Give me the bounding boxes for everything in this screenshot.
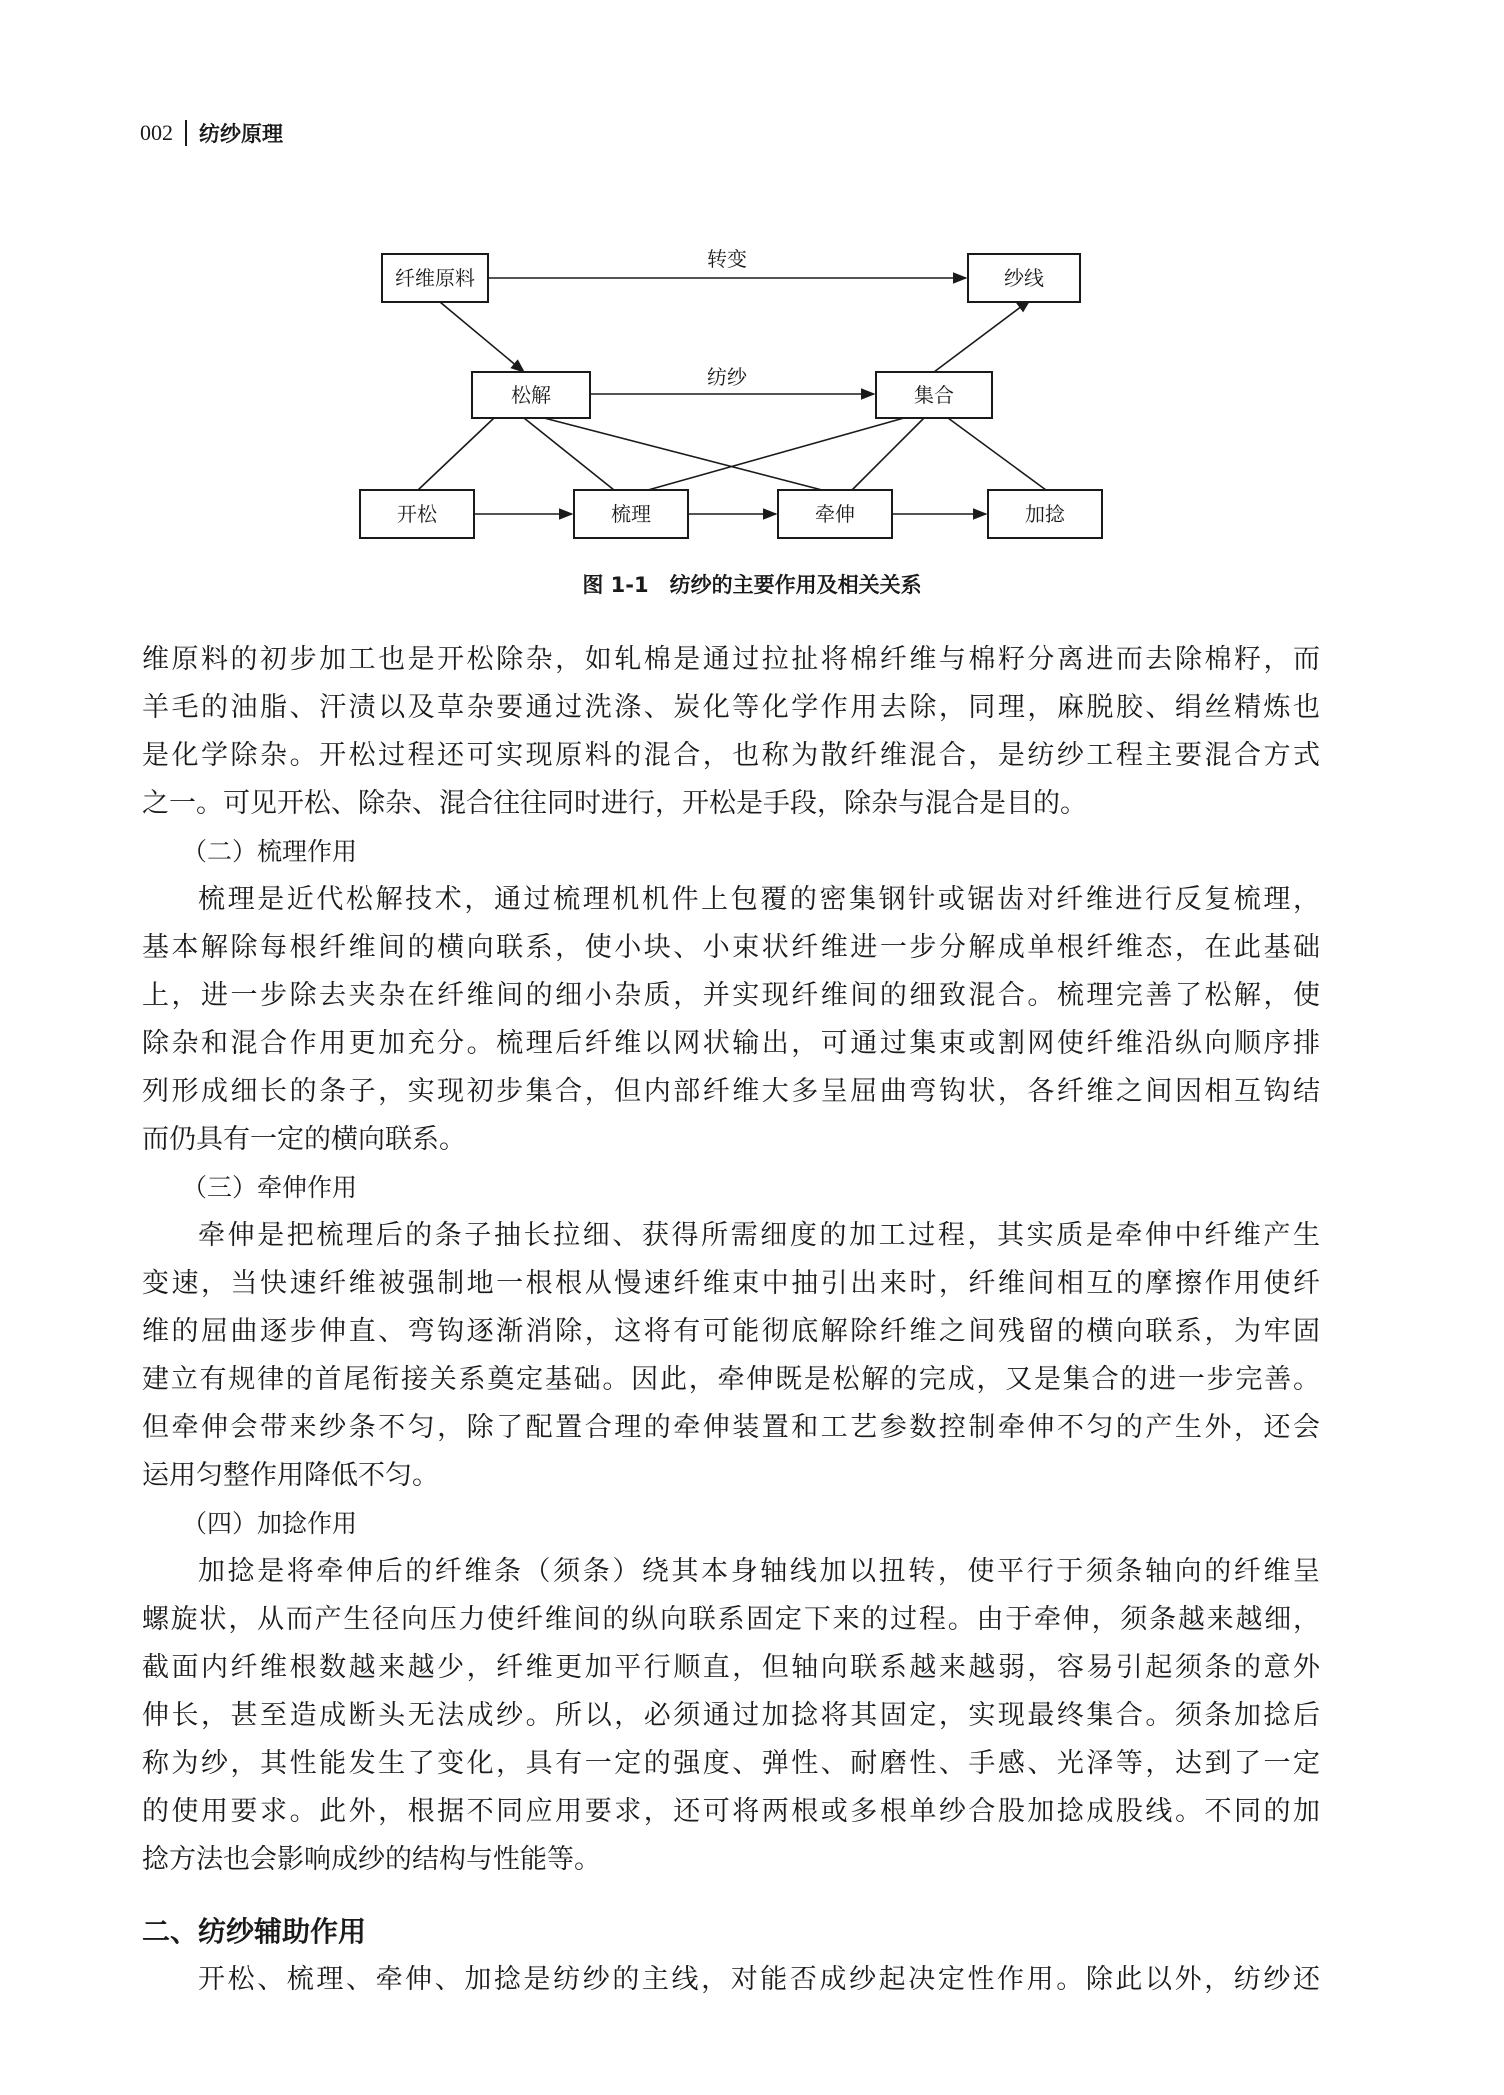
- text-line: 建立有规律的首尾衔接关系奠定基础。因此，牵伸既是松解的完成，又是集合的进一步完善。: [142, 1364, 1320, 1395]
- subheading-twisting: （四）加捻作用: [182, 1509, 358, 1538]
- text-line: 列形成细长的条子，实现初步集合，但内部纤维大多呈屈曲弯钩状，各纤维之间因相互钩结: [142, 1076, 1320, 1107]
- text-line: 而仍具有一定的横向联系。: [142, 1124, 466, 1155]
- edge-assemble-to-yarn: [934, 300, 1030, 372]
- node-assemble: 集合: [914, 383, 954, 407]
- text-line: 之一。可见开松、除杂、混合往往同时进行，开松是手段，除杂与混合是目的。: [142, 788, 1087, 819]
- node-loosen: 松解: [511, 383, 551, 407]
- body-text: [142, 636, 1320, 2004]
- rel-loosen-card: [524, 418, 614, 490]
- figure-caption: 图 1-1 纺纱的主要作用及相关关系: [582, 573, 922, 597]
- text-line: 捻方法也会影响成纱的结构与性能等。: [142, 1844, 601, 1875]
- text-line: 除杂和混合作用更加充分。梳理后纤维以网状输出，可通过集束或割网使纤维沿纵向顺序排: [142, 1028, 1320, 1059]
- page-number: 002: [140, 120, 173, 145]
- book-title: 纺纱原理: [199, 122, 283, 146]
- rel-assemble-twist: [948, 418, 1046, 490]
- figure-1-1: [0, 0, 1504, 640]
- edge-label-spinning: 纺纱: [707, 365, 747, 389]
- text-line: 开松、梳理、牵伸、加捻是纺纱的主线，对能否成纱起决定性作用。除此以外，纺纱还: [198, 1964, 1320, 1995]
- text-line: 称为纱，其性能发生了变化，具有一定的强度、弹性、耐磨性、手感、光泽等，达到了一定: [142, 1748, 1320, 1779]
- paragraph-auxiliary: [142, 1956, 1320, 2004]
- edge-label-transform: 转变: [707, 247, 747, 271]
- paragraph-drafting: [142, 1212, 1320, 1500]
- edge-raw-to-loosen: [440, 302, 524, 372]
- subheading-carding: （二）梳理作用: [182, 837, 358, 866]
- rel-assemble-card: [648, 418, 904, 490]
- node-card: 梳理: [611, 502, 651, 526]
- rel-loosen-draft: [544, 418, 822, 490]
- subheading-drafting: （三）牵伸作用: [182, 1173, 358, 1202]
- text-line: 是化学除杂。开松过程还可实现原料的混合，也称为散纤维混合，是纺纱工程主要混合方式: [142, 740, 1320, 771]
- text-line: 但牵伸会带来纱条不匀，除了配置合理的牵伸装置和工艺参数控制牵伸不匀的产生外，还会: [142, 1412, 1320, 1443]
- text-line: 伸长，甚至造成断头无法成纱。所以，必须通过加捻将其固定，实现最终集合。须条加捻后: [142, 1700, 1320, 1731]
- text-line: 维的屈曲逐步伸直、弯钩逐渐消除，这将有可能彻底解除纤维之间残留的横向联系，为牢固: [142, 1316, 1320, 1347]
- text-line: 加捻是将牵伸后的纤维条（须条）绕其本身轴线加以扭转，使平行于须条轴向的纤维呈: [198, 1556, 1320, 1587]
- node-draft: 牵伸: [815, 502, 855, 526]
- text-line: 运用匀整作用降低不匀。: [142, 1460, 439, 1491]
- flow-diagram: [0, 0, 1504, 640]
- rel-loosen-open: [418, 418, 494, 490]
- node-raw: 纤维原料: [395, 266, 475, 290]
- node-yarn: 纱线: [1004, 266, 1044, 290]
- text-line: 牵伸是把梳理后的条子抽长拉细、获得所需细度的加工过程，其实质是牵伸中纤维产生: [198, 1220, 1320, 1251]
- text-line: 上，进一步除去夹杂在纤维间的细小杂质，并实现纤维间的细致混合。梳理完善了松解，使: [142, 980, 1320, 1011]
- text-line: 羊毛的油脂、汗渍以及草杂要通过洗涤、炭化等化学作用去除，同理，麻脱胶、绢丝精炼也: [142, 692, 1320, 723]
- section-spacer: [142, 1884, 1320, 1908]
- paragraph-carding: [142, 876, 1320, 1164]
- text-line: 基本解除每根纤维间的横向联系，使小块、小束状纤维进一步分解成单根纤维态，在此基础: [142, 932, 1320, 963]
- node-twist: 加捻: [1025, 502, 1065, 526]
- text-line: 梳理是近代松解技术，通过梳理机机件上包覆的密集钢针或锯齿对纤维进行反复梳理，: [198, 884, 1320, 915]
- text-line: 变速，当快速纤维被强制地一根根从慢速纤维束中抽引出来时，纤维间相互的摩擦作用使纤: [142, 1268, 1320, 1299]
- node-open: 开松: [397, 502, 437, 526]
- paragraph-twisting: [142, 1548, 1320, 1884]
- text-line: 维原料的初步加工也是开松除杂，如轧棉是通过拉扯将棉纤维与棉籽分离进而去除棉籽，而: [142, 644, 1320, 675]
- text-line: 螺旋状，从而产生径向压力使纤维间的纵向联系固定下来的过程。由于牵伸，须条越来越细，: [142, 1604, 1320, 1635]
- section-heading-auxiliary: 二、纺纱辅助作用: [142, 1915, 367, 1948]
- text-line: 的使用要求。此外，根据不同应用要求，还可将两根或多根单纱合股加捻成股线。不同的加: [142, 1796, 1320, 1827]
- paragraph-opening: [142, 636, 1320, 828]
- text-line: 截面内纤维根数越来越少，纤维更加平行顺直，但轴向联系越来越弱，容易引起须条的意外: [142, 1652, 1320, 1683]
